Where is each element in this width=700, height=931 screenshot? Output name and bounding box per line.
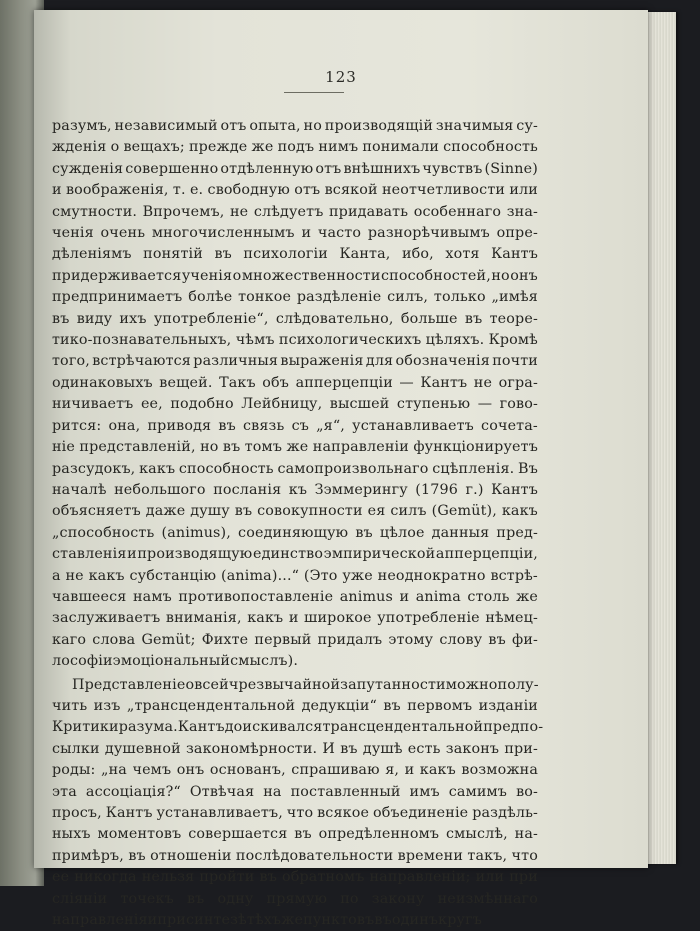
- text-line: ченія очень многочисленнымъ и часто разнорѣчивымъ опре-: [52, 225, 538, 242]
- text-line: предпринимаетъ болѣе тонкое раздѣленіе силъ, только „имѣя: [52, 289, 538, 306]
- paragraph: [52, 675, 544, 931]
- text-line: ставленія и производящую единство эмпирической апперцепціи,: [52, 546, 538, 563]
- text-line: началѣ небольшого посланія къ Зэммерингу (1796 г.) Кантъ: [52, 481, 538, 498]
- text-line: примѣръ, въ отношеніи послѣдовательности времени такъ, что: [52, 847, 538, 864]
- text-line: сліяніи точекъ въ одну прямую по закону неизмѣннаго: [52, 890, 538, 907]
- text-line: чавшееся намъ противопоставленіе animus и anima столь же: [52, 588, 538, 605]
- text-line: ніе представленій, но въ томъ же направленіи функціонируетъ: [52, 439, 538, 456]
- text-line: направленія и при синтезѣ тѣхъ же пунктовъ въ одинъ кругъ: [52, 912, 483, 929]
- page-number: 123: [325, 68, 357, 86]
- text-line: въ виду ихъ употребленіе“, слѣдовательно, больше въ теоре-: [52, 310, 538, 327]
- text-line: ничиваетъ ее, подобно Лейбницу, высшей ступенью — гово-: [52, 396, 538, 413]
- text-line: чить изъ „трансцендентальной дедукціи“ въ первомъ изданіи: [52, 697, 538, 714]
- text-line: жденія о вещахъ; прежде же подъ нимъ понимали способность: [52, 139, 538, 156]
- text-line: лософіи эмоціональный смыслъ).: [52, 653, 299, 670]
- text-line: „способность (animus), соединяющую въ цѣлое данныя пред-: [52, 524, 538, 541]
- text-line: рится: она, приводя въ связь съ „я“, устанавливаетъ сочета-: [52, 417, 538, 434]
- text-line: просъ, Кантъ устанавливаетъ, что всякое объединеніе раздѣль-: [52, 805, 538, 821]
- text-line: одинаковыхъ вещей. Такъ объ апперцепціи — Кантъ не огра-: [52, 374, 538, 391]
- header-rule: [284, 92, 344, 93]
- text-line: разумъ, независимый отъ опыта, но производящій значимыя су-: [52, 118, 538, 134]
- text-line: сужденія совершенно отдѣленную отъ внѣшнихъ чувствъ (Sinne): [52, 160, 538, 177]
- text-line: и воображенія, т. е. свободную отъ всякой неотчетливости или: [52, 182, 538, 199]
- paragraph: [52, 116, 538, 673]
- text-line: ее никогда нельзя пройти въ обратномъ направленіи; или при: [52, 869, 538, 886]
- text-line: тико-познавательныхъ, чѣмъ психологическихъ цѣляхъ. Кромѣ: [52, 332, 538, 349]
- text-line: Представленіе о всей чрезвычайной запутанности можно полу-: [72, 676, 539, 693]
- text-line: сылки душевной закономѣрности. И въ душѣ есть законъ при-: [52, 740, 538, 757]
- text-line: Критики разума. Кантъ доискивался трансцендентальной предпо-: [52, 719, 544, 736]
- page-text: [52, 116, 544, 931]
- text-line: дѣленіямъ понятій въ психологіи Канта, ибо, хотя Кантъ: [52, 246, 538, 263]
- text-line: придерживается ученія о множественности способностей, но онъ: [52, 267, 538, 284]
- text-line: ныхъ моментовъ совершается въ опредѣленномъ смыслѣ, на-: [52, 826, 538, 843]
- text-line: эта ассоціація?“ Отвѣчая на поставленный имъ самимъ во-: [52, 783, 538, 800]
- text-line: объясняетъ даже душу въ совокупности ея силъ (Gemüt), какъ: [52, 503, 538, 520]
- text-line: а не какъ субстанцію (anima)...“ (Это уже неоднократно встрѣ-: [52, 567, 538, 584]
- text-line: заслуживаетъ вниманія, какъ и широкое употребленіе нѣмец-: [52, 610, 538, 627]
- book-page: [34, 10, 648, 929]
- text-line: каго слова Gemüt; Фихте первый придалъ этому слову въ фи-: [52, 631, 538, 648]
- text-line: роды: „на чемъ онъ основанъ, спрашиваю я, и какъ возможна: [52, 762, 538, 779]
- text-line: смутности. Впрочемъ, не слѣдуетъ придавать особеннаго зна-: [52, 203, 538, 220]
- text-line: разсудокъ, какъ способность самопроизвольнаго сцѣпленія. Въ: [52, 460, 538, 477]
- text-line: того, встрѣчаются различныя выраженія для обозначенія почти: [52, 353, 538, 370]
